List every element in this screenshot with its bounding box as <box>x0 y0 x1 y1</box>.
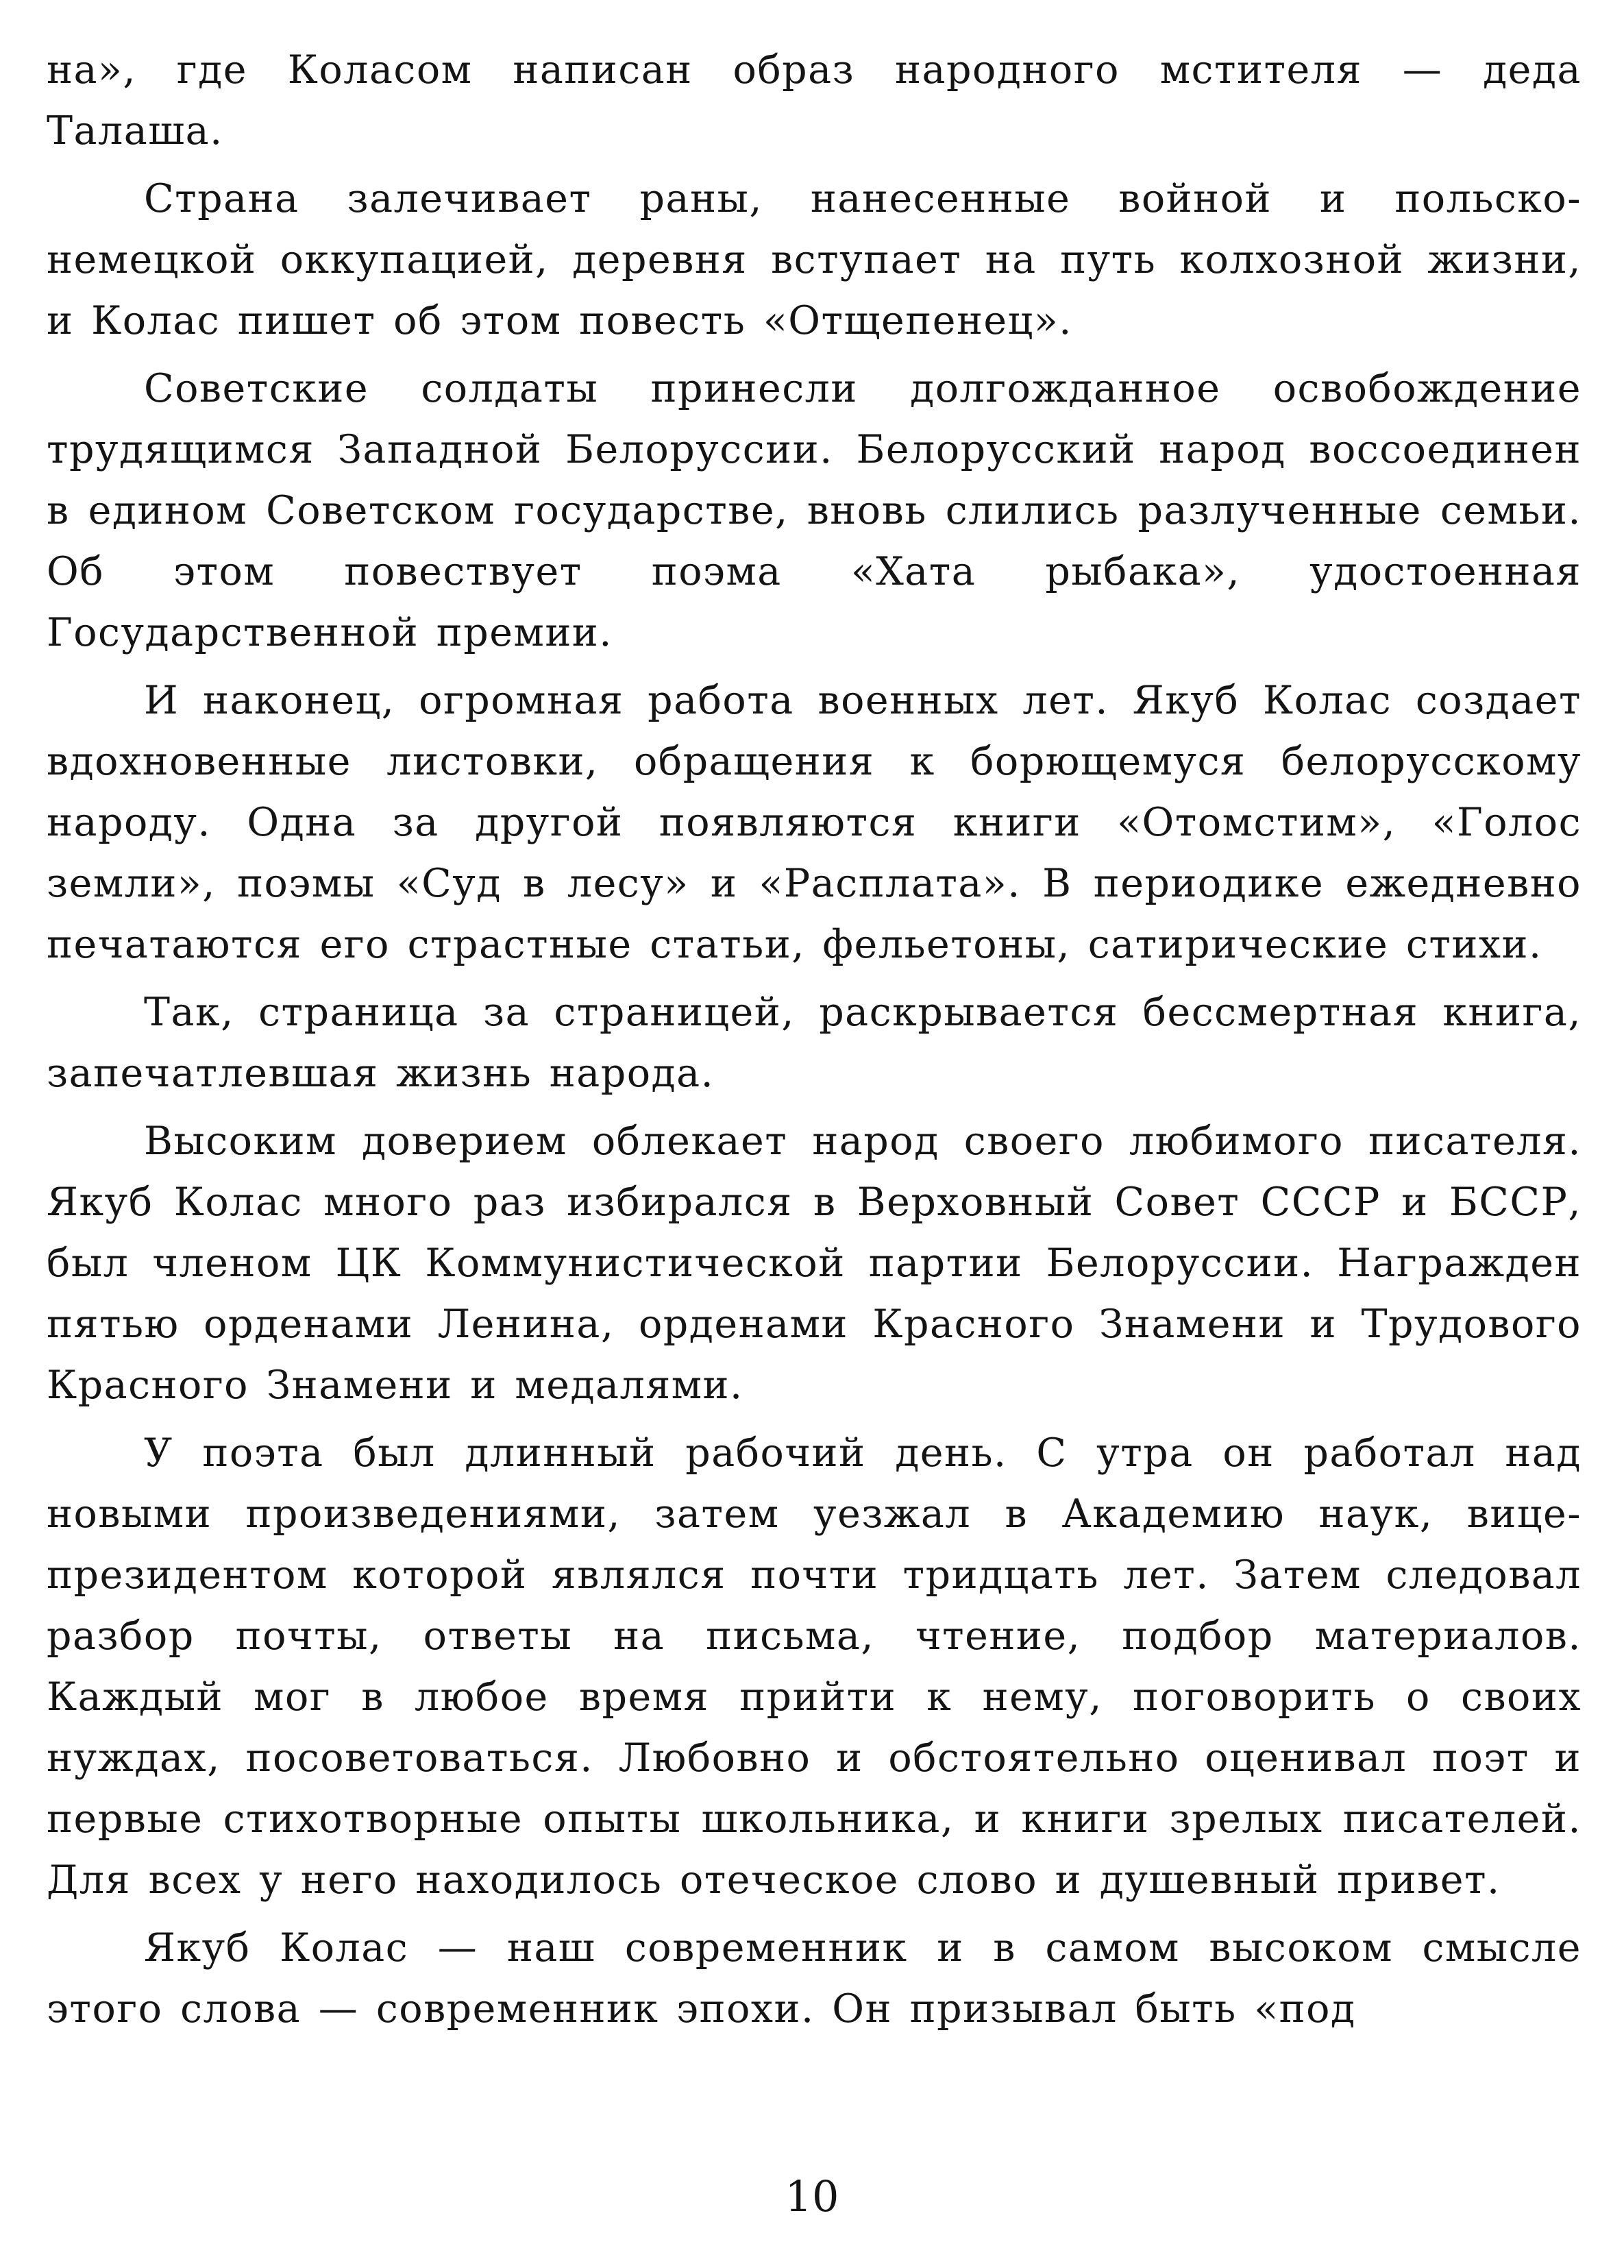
paragraph: Якуб Колас — наш современник и в самом высоком смысле этого слова — современник эпохи. Он призывал быть «под <box>47 1925 1582 2032</box>
paragraph: Страна залечивает раны, нанесенные войной и польско-немецкой оккупацией, деревня вступает на путь колхозной жизни, и Колас пишет об этом повесть «Отщепенец». <box>47 176 1582 343</box>
paragraph: И наконец, огромная работа военных лет. Якуб Колас создает вдохновенные листовки, обращения к борющемуся белорусскому народу. Одна за другой появляются книги «Отомстим», «Голос земли», поэмы «Суд в лесу» и «Расплата». В периодике ежедневно печатаются его страстные статьи, фельетоны, сатирические стихи. <box>47 678 1582 967</box>
paragraph-continuation: на», где Коласом написан образ народного мстителя — деда Талаша. <box>47 47 1582 154</box>
paragraph: Советские солдаты принесли долгожданное освобождение трудящимся Западной Белоруссии. Белорусский народ воссоединен в едином Советском государстве, вновь слились разлученные семьи. Об этом повествует поэма «Хата рыбака», удостоенная Государственной премии. <box>47 366 1582 655</box>
paragraph: Так, страница за страницей, раскрывается бессмертная книга, запечатлевшая жизнь народа. <box>47 990 1582 1096</box>
paragraph: У поэта был длинный рабочий день. С утра он работал над новыми произведениями, затем уезжал в Академию наук, вице-президентом которой являлся почти тридцать лет. Затем следовал разбор почты, ответы на письма, чтение, подбор материалов. Каждый мог в любое время прийти к нему, поговорить о своих нуждах, посоветоваться. Любовно и обстоятельно оценивал поэт и первые стихотворные опыты школьника, и книги зрелых писателей. Для всех у него находилось отеческое слово и душевный привет. <box>47 1430 1582 1903</box>
paragraph: Высоким доверием облекает народ своего любимого писателя. Якуб Колас много раз избирался в Верховный Совет СССР и БССР, был членом ЦК Коммунистической партии Белоруссии. Награжден пятью орденами Ленина, орденами Красного Знамени и Трудового Красного Знамени и медалями. <box>47 1119 1582 1408</box>
body-text <box>47 40 1582 2047</box>
page-number: 10 <box>785 2171 839 2221</box>
